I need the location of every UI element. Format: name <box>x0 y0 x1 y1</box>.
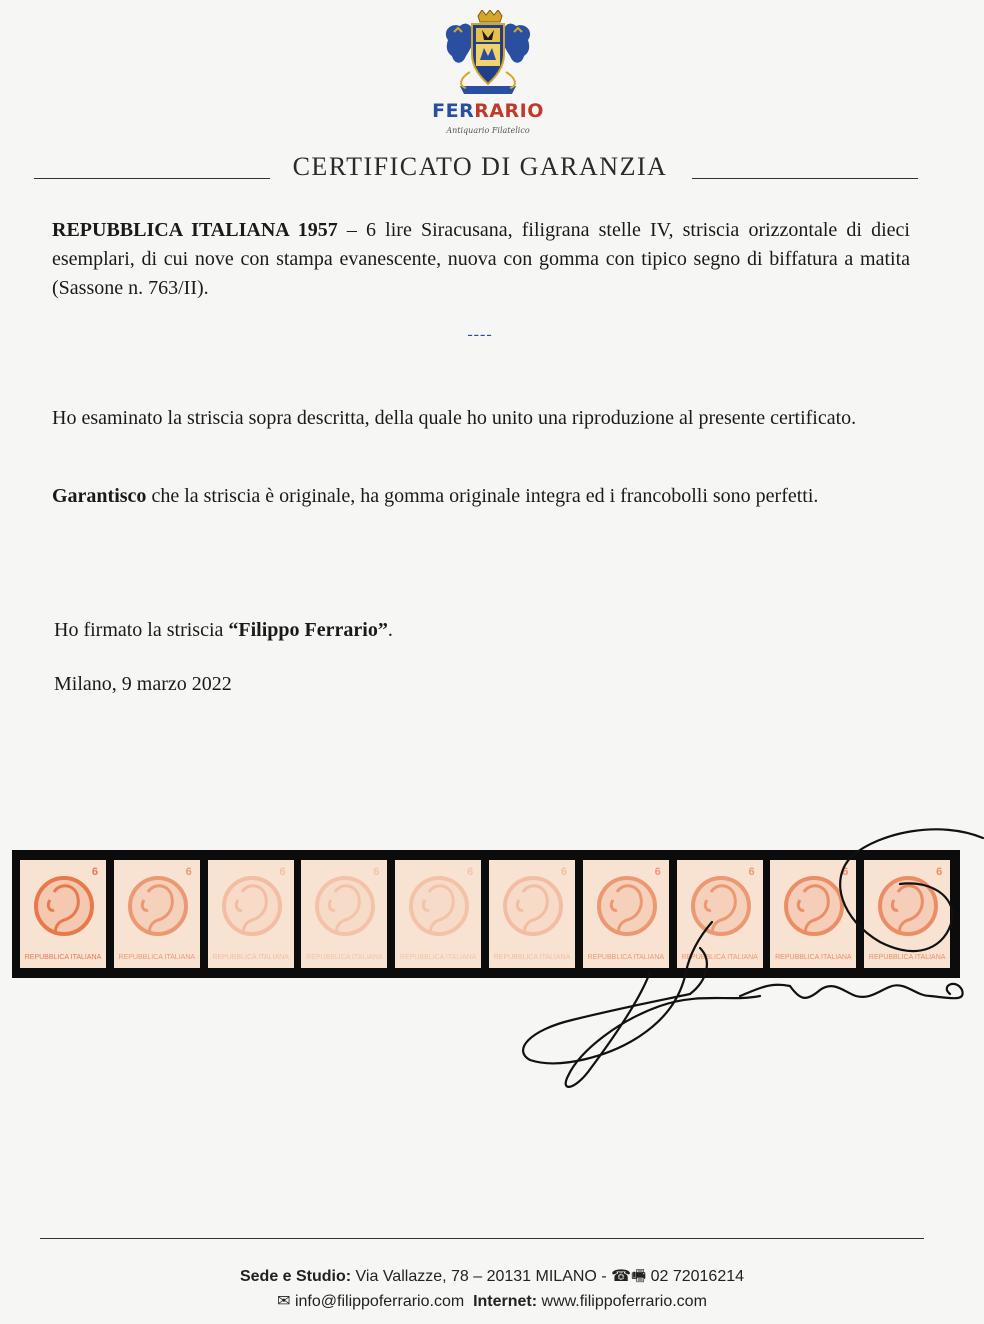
stamp <box>583 860 669 968</box>
footer-rule <box>40 1238 924 1239</box>
stamp-value: 6 <box>936 866 943 878</box>
stamp-value: 6 <box>560 866 567 878</box>
perforation <box>764 862 770 966</box>
footer-contact-line <box>0 1291 984 1311</box>
stamp <box>864 860 950 968</box>
guarantee-text <box>52 482 910 511</box>
stamp-value: 6 <box>467 866 474 878</box>
perforation <box>202 862 208 966</box>
perforation <box>389 862 395 966</box>
phone-fax-icon: ☎🖷 <box>611 1268 647 1285</box>
internet-label: Internet: <box>473 1293 538 1310</box>
stamp-country: REPUBBLICA ITALIANA <box>868 954 946 961</box>
brand-name <box>418 100 558 122</box>
siracusana-head-icon <box>587 864 665 964</box>
brand-part-1: FER <box>432 100 475 122</box>
stamp <box>770 860 856 968</box>
stamp-value: 6 <box>842 866 849 878</box>
office-address: Via Vallazze, 78 – 20131 MILANO - <box>351 1268 612 1285</box>
title-rule-right <box>692 178 918 179</box>
guarantee-body: che la striscia è originale, ha gomma originale integra ed i francobolli sono perfetti. <box>146 485 819 507</box>
stamp <box>20 860 106 968</box>
stamp <box>208 860 294 968</box>
title-row <box>34 150 920 186</box>
siracusana-head-icon <box>305 864 383 964</box>
siracusana-head-icon <box>399 864 477 964</box>
phone-number: 02 72016214 <box>646 1268 745 1285</box>
stamp-description <box>52 216 910 303</box>
siracusana-head-icon <box>118 864 196 964</box>
footer-address-line <box>0 1265 984 1292</box>
siracusana-head-icon <box>24 864 102 964</box>
stamp-country: REPUBBLICA ITALIANA <box>681 954 758 961</box>
separator: ---- <box>467 326 493 343</box>
stamp <box>301 860 387 968</box>
signed-statement <box>54 616 912 645</box>
perforation <box>577 862 583 966</box>
signer-name: “Filippo Ferrario” <box>228 619 388 641</box>
stamp <box>114 860 200 968</box>
stamp-country: REPUBBLICA ITALIANA <box>212 954 289 961</box>
stamp-value: 6 <box>373 866 380 878</box>
stamp-country: REPUBBLICA ITALIANA <box>118 954 196 961</box>
examination-text: Ho esaminato la striscia sopra descritta, della quale ho unito una riproduzione al presente certificato. <box>52 407 857 429</box>
perforation <box>108 862 114 966</box>
email-link[interactable]: info@filippoferrario.com <box>294 1293 465 1310</box>
stamp-country: REPUBBLICA ITALIANA <box>493 954 571 961</box>
stamp <box>677 860 763 968</box>
signed-prefix: Ho firmato la striscia <box>54 619 229 641</box>
stamp-strip-image <box>12 850 960 978</box>
place-date: Milano, 9 marzo 2022 <box>54 673 232 695</box>
siracusana-head-icon <box>774 864 852 964</box>
description-lead: REPUBBLICA ITALIANA 1957 <box>52 219 338 241</box>
stamp-value: 6 <box>185 866 192 878</box>
title-rule-left <box>34 178 270 179</box>
stamp-value: 6 <box>279 866 286 878</box>
coat-of-arms-icon <box>440 10 536 98</box>
guarantee-lead: Garantisco <box>52 485 147 507</box>
signed-suffix: . <box>387 619 393 641</box>
perforation <box>671 862 677 966</box>
perforation <box>483 862 489 966</box>
ferrario-logo <box>418 10 558 135</box>
website-link[interactable]: www.filippoferrario.com <box>537 1293 707 1310</box>
page-title: CERTIFICATO DI GARANZIA <box>292 152 668 181</box>
siracusana-head-icon <box>493 864 571 964</box>
envelope-icon: ✉ <box>277 1293 295 1310</box>
description-text: – 6 lire Siracusana, filigrana stelle IV, striscia orizzontale di dieci esemplari, di cui nove con stampa evanescente, nuova con gomma con tipico segno di biffatura a matita (Sassone n. 763/II). <box>52 219 910 299</box>
stamp-country: REPUBBLICA ITALIANA <box>306 954 383 961</box>
stamp-country: REPUBBLICA ITALIANA <box>775 954 852 961</box>
stamp-value: 6 <box>654 866 661 878</box>
office-label: Sede e Studio: <box>239 1268 352 1285</box>
perforation <box>295 862 301 966</box>
siracusana-head-icon <box>212 864 290 964</box>
brand-part-2: RARIO <box>474 100 544 122</box>
stamp-country: REPUBBLICA ITALIANA <box>399 954 477 961</box>
stamp <box>489 860 575 968</box>
stamp-value: 6 <box>748 866 755 878</box>
perforation <box>858 862 864 966</box>
siracusana-head-icon <box>681 864 759 964</box>
brand-tagline: Antiquario Filatelico <box>446 126 530 135</box>
stamp-country: REPUBBLICA ITALIANA <box>24 954 102 961</box>
siracusana-head-icon <box>868 864 946 964</box>
stamp <box>395 860 481 968</box>
stamp-country: REPUBBLICA ITALIANA <box>587 954 665 961</box>
stamp-value: 6 <box>91 866 98 878</box>
